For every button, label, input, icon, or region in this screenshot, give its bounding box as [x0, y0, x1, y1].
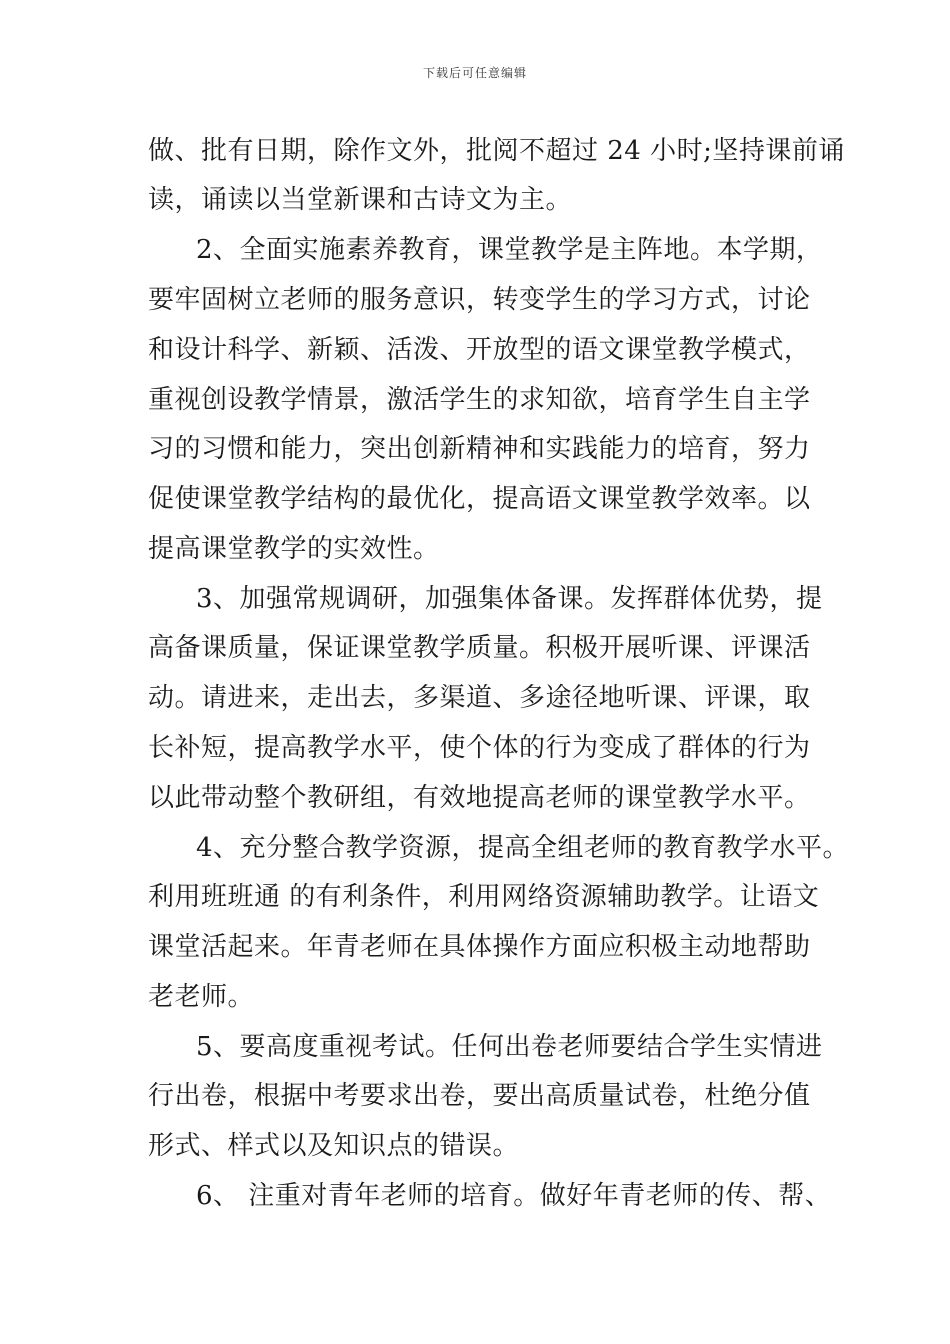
paragraph-4-first-line: 4、充分整合教学资源，提高全组老师的教育教学水平。 — [196, 833, 850, 863]
page-header: 下载后可任意编辑 — [422, 66, 527, 80]
paragraph-5-first-line: 5、要高度重视考试。任何出卷老师要结合学生实情进 — [196, 1032, 823, 1062]
body-line: 行出卷，根据中考要求出卷，要出高质量试卷，杜绝分值 — [148, 1081, 811, 1111]
paragraph-2-first-line: 2、全面实施素养教育，课堂教学是主阵地。本学期， — [196, 235, 823, 265]
body-line: 重视创设教学情景，激活学生的求知欲，培育学生自主学 — [148, 385, 811, 415]
body-line: 课堂活起来。年青老师在具体操作方面应积极主动地帮助 — [148, 932, 811, 962]
body-line: 高备课质量，保证课堂教学质量。积极开展听课、评课活 — [148, 633, 811, 663]
body-line: 动。请进来，走出去，多渠道、多途径地听课、评课，取 — [148, 683, 811, 713]
body-line: 读，诵读以当堂新课和古诗文为主。 — [148, 185, 573, 215]
body-line: 提高课堂教学的实效性。 — [148, 534, 440, 564]
body-line: 要牢固树立老师的服务意识，转变学生的学习方式，讨论 — [148, 285, 811, 315]
paragraph-6-first-line: 6、 注重对青年老师的培育。做好年青老师的传、帮、 — [196, 1181, 832, 1211]
body-line: 利用班班通 的有利条件，利用网络资源辅助教学。让语文 — [148, 882, 820, 912]
paragraph-3-first-line: 3、加强常规调研，加强集体备课。发挥群体优势，提 — [196, 584, 823, 614]
body-line: 促使课堂教学结构的最优化，提高语文课堂教学效率。以 — [148, 484, 811, 514]
body-line: 老老师。 — [148, 982, 255, 1012]
body-line: 做、批有日期，除作文外，批阅不超过 24 小时;坚持课前诵 — [148, 136, 845, 166]
body-line: 形式、样式以及知识点的错误。 — [148, 1131, 520, 1161]
body-line: 和设计科学、新颖、活泼、开放型的语文课堂教学模式， — [148, 335, 811, 365]
body-line: 长补短，提高教学水平，使个体的行为变成了群体的行为 — [148, 733, 811, 763]
body-line: 以此带动整个教研组，有效地提高老师的课堂教学水平。 — [148, 783, 811, 813]
body-line: 习的习惯和能力，突出创新精神和实践能力的培育，努力 — [148, 434, 811, 464]
